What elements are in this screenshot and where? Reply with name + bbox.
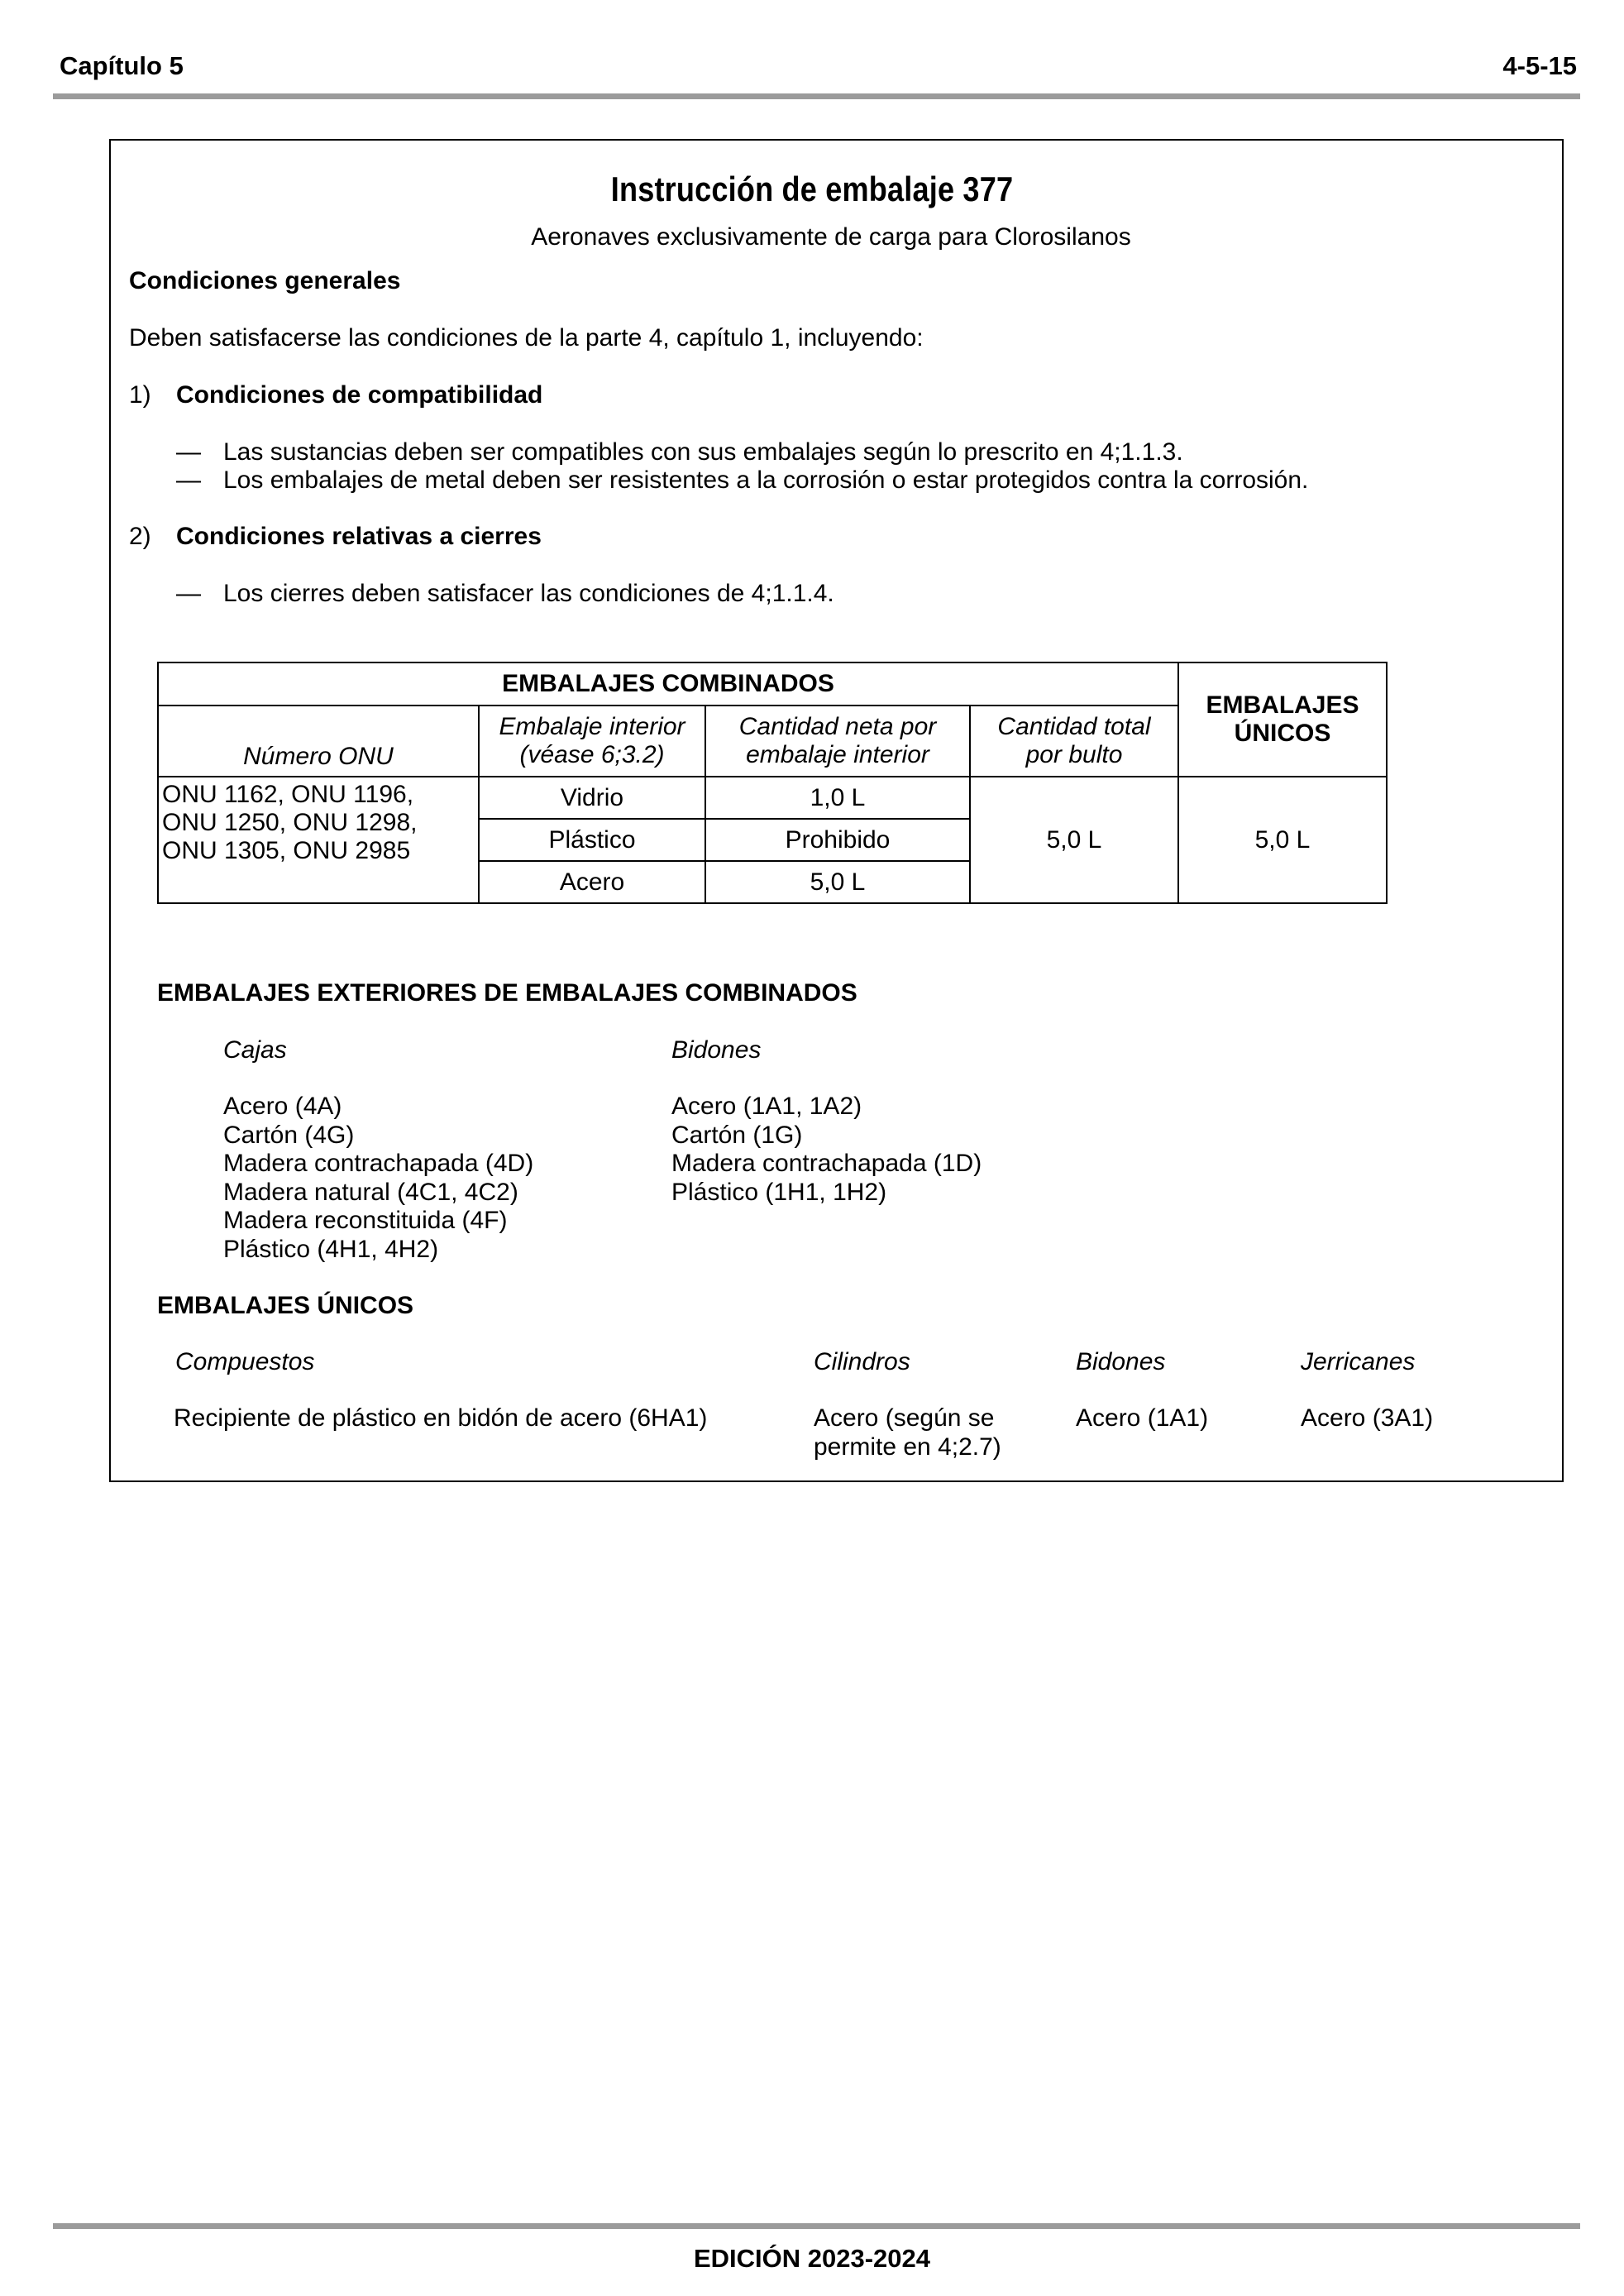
inner-packaging-cell: Plástico <box>479 819 705 861</box>
boxes-list <box>223 1093 533 1264</box>
outer-packagings-heading: EMBALAJES EXTERIORES DE EMBALAJES COMBINADOS <box>157 979 857 1007</box>
section-1-dash-2: — <box>176 466 201 494</box>
list-item: Madera contrachapada (4D) <box>223 1150 534 1177</box>
edition-footer: EDICIÓN 2023-2024 <box>693 2244 931 2273</box>
composites-value: Recipiente de plástico en bidón de acero (6HA1) <box>174 1404 708 1432</box>
single-header-line-2: ÚNICOS <box>1234 720 1331 747</box>
net-quantity-cell: 5,0 L <box>705 861 970 903</box>
inner-packaging-cell: Acero <box>479 861 705 903</box>
single-drums-value: Acero (1A1) <box>1076 1404 1209 1432</box>
single-packaging-cell: 5,0 L <box>1178 777 1387 903</box>
section-1-heading: Condiciones de compatibilidad <box>176 381 543 409</box>
list-item: Madera natural (4C1, 4C2) <box>223 1178 518 1206</box>
page-number: 4-5-15 <box>1502 51 1577 80</box>
combined-packagings-header: EMBALAJES COMBINADOS <box>158 662 1178 706</box>
col-inner-line-1: Embalaje interior <box>499 713 685 741</box>
boxes-label: Cajas <box>223 1036 287 1064</box>
total-quantity-cell: 5,0 L <box>970 777 1178 903</box>
col-net-line-1: Cantidad neta por <box>738 713 937 741</box>
section-2-heading: Condiciones relativas a cierres <box>176 523 542 550</box>
single-header-line-1: EMBALAJES <box>1206 691 1359 720</box>
jerricans-value: Acero (3A1) <box>1301 1404 1434 1432</box>
list-item: Cartón (1G) <box>671 1121 803 1149</box>
chapter-label: Capítulo 5 <box>60 51 184 80</box>
col-un-number: Número ONU <box>158 706 479 777</box>
general-conditions-heading: Condiciones generales <box>129 267 401 294</box>
list-item: Acero (4A) <box>223 1093 342 1120</box>
col-total-line-1: Cantidad total <box>997 713 1151 741</box>
page-subtitle: Aeronaves exclusivamente de carga para Clorosilanos <box>531 223 1131 251</box>
col-inner-line-2: (véase 6;3.2) <box>519 741 665 768</box>
inner-packaging-cell: Vidrio <box>479 777 705 819</box>
jerricans-label: Jerricanes <box>1301 1348 1416 1375</box>
section-2-dash-1: — <box>176 580 201 607</box>
list-item: Plástico (4H1, 4H2) <box>223 1235 439 1263</box>
un-line-1: ONU 1162, ONU 1196, <box>162 781 414 808</box>
un-numbers-cell <box>158 777 479 903</box>
list-item: Madera reconstituida (4F) <box>223 1207 508 1234</box>
composites-label: Compuestos <box>175 1348 315 1375</box>
list-item: Acero (1A1, 1A2) <box>671 1093 862 1120</box>
section-1-dash-1: — <box>176 438 201 466</box>
col-net-quantity <box>705 706 970 777</box>
list-item: Cartón (4G) <box>223 1121 355 1149</box>
list-item: Plástico (1H1, 1H2) <box>671 1178 887 1206</box>
un-line-3: ONU 1305, ONU 2985 <box>162 836 411 864</box>
section-2-number: 2) <box>129 523 151 550</box>
general-conditions-intro: Deben satisfacerse las condiciones de la parte 4, capítulo 1, incluyendo: <box>129 324 924 352</box>
cylinders-label: Cilindros <box>814 1348 910 1375</box>
header-rule <box>53 93 1580 99</box>
single-packagings-header <box>1178 662 1387 777</box>
drums-label: Bidones <box>671 1036 762 1064</box>
section-2-item-1: Los cierres deben satisfacer las condiciones de 4;1.1.4. <box>223 580 834 607</box>
net-quantity-cell: Prohibido <box>705 819 970 861</box>
net-quantity-cell: 1,0 L <box>705 777 970 819</box>
single-drums-label: Bidones <box>1076 1348 1166 1375</box>
col-total-quantity <box>970 706 1178 777</box>
cylinders-line-1: Acero (según se <box>814 1404 995 1432</box>
page-title: Instrucción de embalaje 377 <box>610 170 1014 208</box>
drums-list <box>671 1093 982 1207</box>
section-1-item-2: Los embalajes de metal deben ser resistentes a la corrosión o estar protegidos contra la corrosión. <box>223 466 1309 494</box>
packaging-table <box>157 662 1388 904</box>
footer-rule <box>53 2223 1580 2229</box>
section-1-item-1: Las sustancias deben ser compatibles con sus embalajes según lo prescrito en 4;1.1.3. <box>223 438 1183 466</box>
col-inner-packaging <box>479 706 705 777</box>
cylinders-value <box>814 1404 1001 1461</box>
single-packagings-heading: EMBALAJES ÚNICOS <box>157 1292 414 1319</box>
cylinders-line-2: permite en 4;2.7) <box>814 1433 1001 1461</box>
un-line-2: ONU 1250, ONU 1298, <box>162 808 418 836</box>
section-1-number: 1) <box>129 381 151 409</box>
col-total-line-2: por bulto <box>1025 741 1123 768</box>
col-net-line-2: embalaje interior <box>746 741 929 768</box>
list-item: Madera contrachapada (1D) <box>671 1150 982 1177</box>
